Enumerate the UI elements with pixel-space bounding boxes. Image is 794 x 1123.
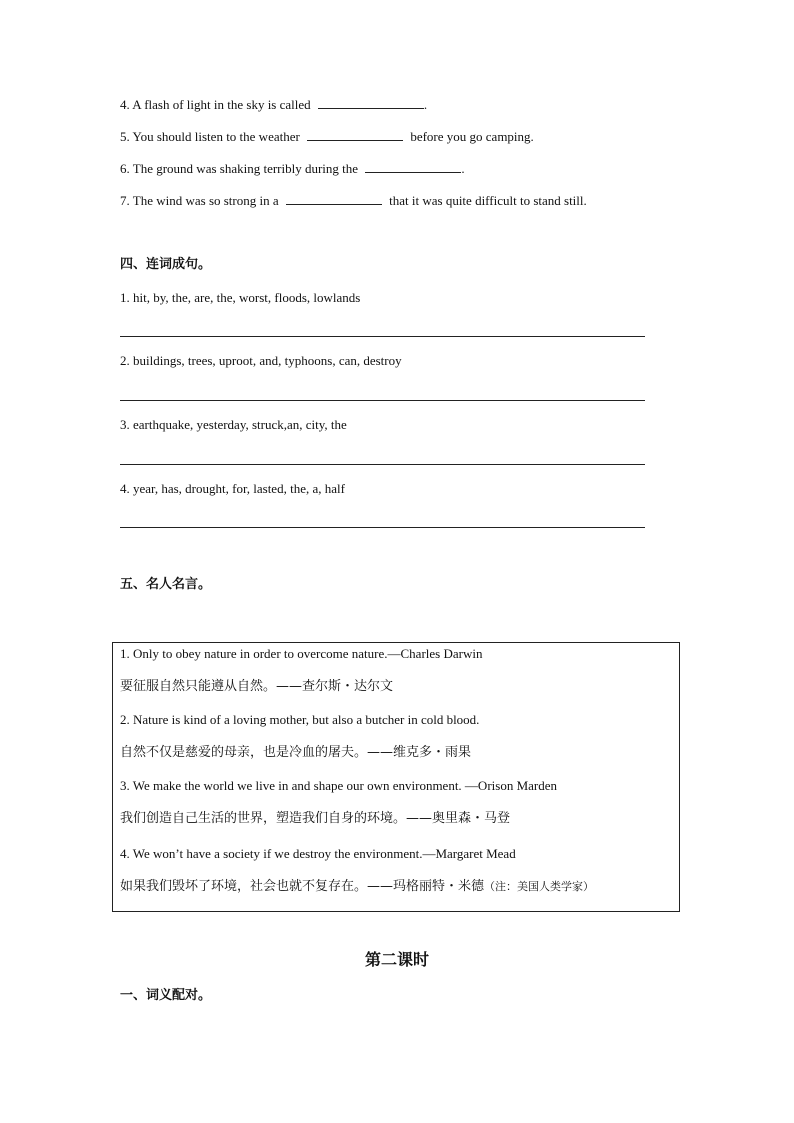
answer-line-1[interactable]: [120, 336, 645, 337]
fill-blank-text-after: that it was quite difficult to stand still.: [389, 193, 587, 208]
fill-blank-text: 5. You should listen to the weather: [120, 129, 300, 144]
answer-blank[interactable]: [307, 128, 403, 141]
answer-line-3[interactable]: [120, 464, 645, 465]
quote-cn-4: [120, 879, 594, 895]
answer-blank[interactable]: [365, 160, 461, 173]
answer-line-2[interactable]: [120, 400, 645, 401]
quote-cn-4-note: （注：美国人类学家）: [484, 880, 595, 893]
fill-blank-item-6: [120, 160, 465, 177]
fill-blank-text: 6. The ground was shaking terribly during the: [120, 161, 359, 176]
quotes-box: [112, 642, 680, 912]
lesson-title: 第二课时: [364, 950, 429, 969]
scramble-item-4: 4. year, has, drought, for, lasted, the, a, half: [120, 481, 345, 496]
fill-blank-text-after: .: [461, 161, 465, 176]
quote-cn-1: 要征服自然只能遵从自然。——查尔斯・达尔文: [120, 679, 394, 694]
fill-blank-text-after: .: [423, 97, 428, 112]
fill-blank-item-4: [120, 96, 427, 113]
quote-cn-2: 自然不仅是慈爱的母亲，也是冷血的屠夫。——维克多・雨果: [120, 745, 472, 760]
section-heading-lesson2-1: 一、词义配对。: [120, 988, 212, 1003]
quote-en-2: 2. Nature is kind of a loving mother, but also a butcher in cold blood.: [120, 712, 480, 727]
quote-cn-3: 我们创造自己生活的世界，塑造我们自身的环境。——奥里森・马登: [120, 811, 511, 826]
scramble-item-3: 3. earthquake, yesterday, struck,an, city, the: [120, 417, 347, 432]
section-heading-5: 五、名人名言。: [120, 577, 212, 592]
quote-cn-4-text: 如果我们毁坏了环境，社会也就不复存在。——玛格丽特・米德: [120, 879, 485, 894]
scramble-item-1: 1. hit, by, the, are, the, worst, floods, lowlands: [120, 290, 361, 305]
answer-line-4[interactable]: [120, 527, 645, 528]
quote-en-3: 3. We make the world we live in and shape our own environment. —Orison Marden: [120, 778, 557, 793]
answer-blank[interactable]: [318, 96, 424, 109]
section-heading-4: 四、连词成句。: [120, 257, 212, 272]
fill-blank-text: 7. The wind was so strong in a: [120, 193, 279, 208]
scramble-item-2: 2. buildings, trees, uproot, and, typhoons, can, destroy: [120, 353, 402, 368]
quote-en-1: 1. Only to obey nature in order to overcome nature.—Charles Darwin: [120, 646, 483, 661]
fill-blank-item-7: [120, 192, 587, 209]
fill-blank-item-5: [120, 128, 534, 145]
fill-blank-text: 4. A flash of light in the sky is called: [120, 97, 311, 112]
quote-en-4: 4. We won’t have a society if we destroy the environment.—Margaret Mead: [120, 846, 516, 861]
fill-blank-text-after: before you go camping.: [410, 129, 534, 144]
answer-blank[interactable]: [286, 192, 382, 205]
